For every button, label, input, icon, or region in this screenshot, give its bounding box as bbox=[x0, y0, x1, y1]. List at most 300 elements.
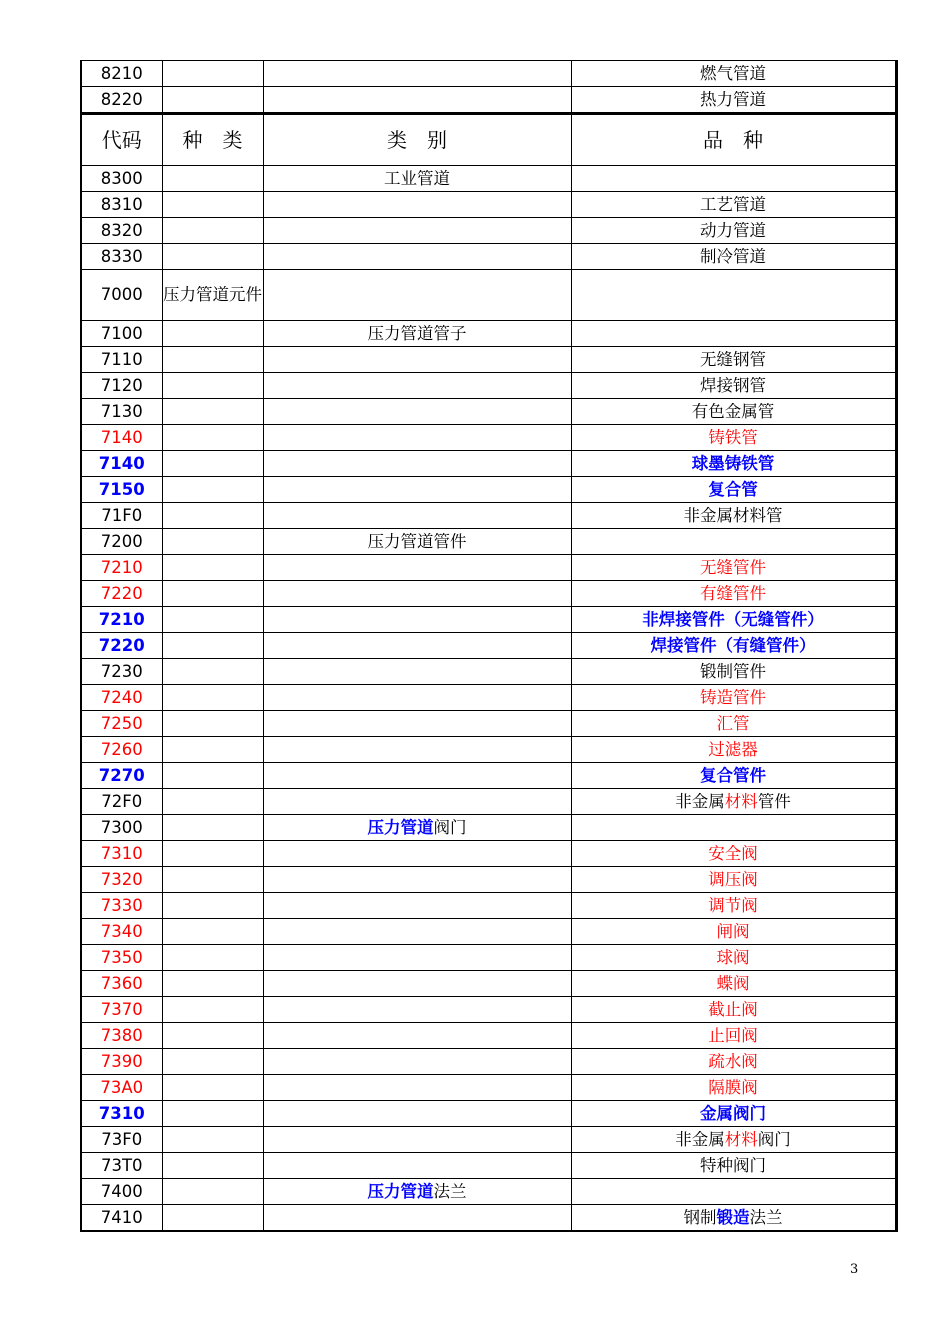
variety-text: 截止阀 bbox=[708, 999, 758, 1019]
code-text: 7390 bbox=[100, 1051, 143, 1071]
code-text: 7260 bbox=[100, 739, 143, 759]
code-text: 7250 bbox=[100, 713, 143, 733]
variety-text: 无缝钢管 bbox=[700, 349, 766, 369]
kind-cell bbox=[162, 503, 263, 529]
variety-text: 铸铁管 bbox=[708, 427, 758, 447]
code-text: 7400 bbox=[100, 1181, 143, 1201]
variety-text: 焊接管件（有缝管件） bbox=[650, 635, 816, 655]
kind-cell bbox=[162, 893, 263, 919]
variety-cell bbox=[571, 737, 896, 763]
kind-cell bbox=[162, 373, 263, 399]
table-row bbox=[81, 763, 896, 789]
code-cell bbox=[81, 919, 162, 945]
variety-text: 锻制管件 bbox=[700, 661, 766, 681]
code-text: 7200 bbox=[100, 531, 143, 551]
variety-text: 铸造管件 bbox=[700, 687, 766, 707]
variety-text: 有缝管件 bbox=[700, 583, 766, 603]
variety-cell bbox=[571, 1075, 896, 1101]
variety-text: 球墨铸铁管 bbox=[691, 453, 775, 473]
variety-text: 有色金属管 bbox=[691, 401, 775, 421]
header-code: 代码 bbox=[81, 114, 162, 166]
kind-cell bbox=[162, 425, 263, 451]
code-text: 7320 bbox=[100, 869, 143, 889]
kind-cell bbox=[162, 945, 263, 971]
code-cell bbox=[81, 711, 162, 737]
category-cell bbox=[263, 711, 571, 737]
code-text: 8310 bbox=[100, 194, 143, 214]
table-row bbox=[81, 737, 896, 763]
category-cell bbox=[263, 425, 571, 451]
category-cell bbox=[263, 399, 571, 425]
code-cell bbox=[81, 1075, 162, 1101]
variety-cell bbox=[571, 633, 896, 659]
kind-cell bbox=[162, 997, 263, 1023]
variety-cell bbox=[571, 244, 896, 270]
table-row bbox=[81, 555, 896, 581]
variety-cell bbox=[571, 893, 896, 919]
page-number: 3 bbox=[850, 1262, 859, 1277]
variety-text: 材料 bbox=[724, 791, 758, 811]
category-text: 工业管道 bbox=[384, 168, 450, 188]
table-row bbox=[81, 1101, 896, 1127]
table-row bbox=[81, 659, 896, 685]
table-row bbox=[81, 997, 896, 1023]
code-cell bbox=[81, 789, 162, 815]
category-cell bbox=[263, 1023, 571, 1049]
variety-cell bbox=[571, 919, 896, 945]
code-text: 7330 bbox=[100, 895, 143, 915]
category-cell bbox=[263, 192, 571, 218]
code-text: 7140 bbox=[100, 427, 143, 447]
category-cell bbox=[263, 763, 571, 789]
variety-text: 隔膜阀 bbox=[708, 1077, 758, 1097]
category-cell bbox=[263, 347, 571, 373]
code-text: 8320 bbox=[100, 220, 143, 240]
code-cell bbox=[81, 399, 162, 425]
code-cell bbox=[81, 1101, 162, 1127]
category-cell bbox=[263, 1153, 571, 1179]
variety-cell bbox=[571, 997, 896, 1023]
variety-cell bbox=[571, 555, 896, 581]
category-cell bbox=[263, 503, 571, 529]
code-table bbox=[80, 60, 898, 1232]
table-row bbox=[81, 607, 896, 633]
variety-text: 锻造 bbox=[716, 1207, 750, 1227]
table-row bbox=[81, 503, 896, 529]
code-text: 73A0 bbox=[100, 1077, 144, 1097]
variety-text: 材料 bbox=[724, 1129, 758, 1149]
code-cell bbox=[81, 815, 162, 841]
code-cell bbox=[81, 1023, 162, 1049]
variety-cell bbox=[571, 763, 896, 789]
variety-text: 止回阀 bbox=[708, 1025, 758, 1045]
variety-cell bbox=[571, 581, 896, 607]
variety-text: 非焊接管件（无缝管件） bbox=[642, 609, 824, 629]
table-row bbox=[81, 1205, 896, 1232]
variety-text: 动力管道 bbox=[700, 220, 766, 240]
kind-cell bbox=[162, 87, 263, 114]
table-row bbox=[81, 1049, 896, 1075]
category-cell bbox=[263, 997, 571, 1023]
category-cell bbox=[263, 244, 571, 270]
kind-cell bbox=[162, 166, 263, 192]
variety-text: 复合管件 bbox=[700, 765, 766, 785]
table-row bbox=[81, 711, 896, 737]
code-text: 7220 bbox=[100, 583, 143, 603]
table-row bbox=[81, 685, 896, 711]
kind-cell bbox=[162, 218, 263, 244]
code-text: 7350 bbox=[100, 947, 143, 967]
kind-cell bbox=[162, 711, 263, 737]
kind-cell bbox=[162, 477, 263, 503]
header-kind: 种 类 bbox=[162, 114, 263, 166]
variety-text: 蝶阀 bbox=[716, 973, 750, 993]
variety-cell bbox=[571, 815, 896, 841]
table-row bbox=[81, 425, 896, 451]
kind-cell bbox=[162, 1101, 263, 1127]
kind-cell bbox=[162, 1205, 263, 1232]
variety-cell bbox=[571, 347, 896, 373]
variety-cell bbox=[571, 166, 896, 192]
code-text: 7300 bbox=[100, 817, 143, 837]
code-cell bbox=[81, 685, 162, 711]
code-text: 7210 bbox=[98, 609, 145, 629]
code-cell bbox=[81, 763, 162, 789]
category-cell bbox=[263, 945, 571, 971]
code-text: 7220 bbox=[98, 635, 145, 655]
category-cell bbox=[263, 1127, 571, 1153]
variety-text: 疏水阀 bbox=[708, 1051, 758, 1071]
code-text: 7370 bbox=[100, 999, 143, 1019]
variety-text: 制冷管道 bbox=[700, 246, 766, 266]
category-cell bbox=[263, 321, 571, 347]
category-cell bbox=[263, 1049, 571, 1075]
variety-text: 金属阀门 bbox=[700, 1103, 766, 1123]
category-cell bbox=[263, 659, 571, 685]
category-cell bbox=[263, 373, 571, 399]
code-cell bbox=[81, 244, 162, 270]
table-row bbox=[81, 1127, 896, 1153]
code-text: 8210 bbox=[100, 63, 143, 83]
kind-cell bbox=[162, 581, 263, 607]
variety-text: 无缝管件 bbox=[700, 557, 766, 577]
category-cell bbox=[263, 1179, 571, 1205]
table-row bbox=[81, 1023, 896, 1049]
table-row bbox=[81, 945, 896, 971]
category-cell bbox=[263, 555, 571, 581]
kind-cell bbox=[162, 1153, 263, 1179]
code-cell bbox=[81, 945, 162, 971]
code-cell bbox=[81, 425, 162, 451]
variety-text: 调压阀 bbox=[708, 869, 758, 889]
table-row bbox=[81, 1075, 896, 1101]
variety-text: 安全阀 bbox=[708, 843, 758, 863]
code-text: 7340 bbox=[100, 921, 143, 941]
table-header-row bbox=[81, 114, 896, 166]
category-cell bbox=[263, 87, 571, 114]
category-cell bbox=[263, 166, 571, 192]
kind-cell bbox=[162, 529, 263, 555]
variety-cell bbox=[571, 1023, 896, 1049]
variety-text: 特种阀门 bbox=[700, 1155, 766, 1175]
code-cell bbox=[81, 997, 162, 1023]
kind-cell bbox=[162, 1023, 263, 1049]
code-cell bbox=[81, 451, 162, 477]
table-row bbox=[81, 321, 896, 347]
code-cell bbox=[81, 737, 162, 763]
kind-cell bbox=[162, 321, 263, 347]
category-text: 压力管道管件 bbox=[367, 531, 467, 551]
code-cell bbox=[81, 166, 162, 192]
table-row bbox=[81, 61, 896, 87]
table-row bbox=[81, 166, 896, 192]
code-text: 72F0 bbox=[101, 791, 143, 811]
variety-cell bbox=[571, 477, 896, 503]
variety-cell bbox=[571, 607, 896, 633]
code-cell bbox=[81, 867, 162, 893]
category-cell bbox=[263, 685, 571, 711]
code-cell bbox=[81, 1127, 162, 1153]
category-cell bbox=[263, 529, 571, 555]
code-cell bbox=[81, 270, 162, 321]
kind-cell bbox=[162, 347, 263, 373]
code-text: 73T0 bbox=[100, 1155, 143, 1175]
kind-cell bbox=[162, 789, 263, 815]
variety-cell bbox=[571, 659, 896, 685]
code-cell bbox=[81, 529, 162, 555]
variety-cell bbox=[571, 399, 896, 425]
variety-cell bbox=[571, 192, 896, 218]
variety-cell bbox=[571, 373, 896, 399]
table-row bbox=[81, 841, 896, 867]
code-cell bbox=[81, 893, 162, 919]
code-text: 7150 bbox=[98, 479, 145, 499]
kind-cell bbox=[162, 607, 263, 633]
code-text: 71F0 bbox=[101, 505, 143, 525]
variety-text: 燃气管道 bbox=[700, 63, 766, 83]
kind-cell bbox=[162, 971, 263, 997]
variety-cell bbox=[571, 1127, 896, 1153]
code-text: 7230 bbox=[100, 661, 143, 681]
variety-cell bbox=[571, 503, 896, 529]
kind-cell bbox=[162, 659, 263, 685]
category-cell bbox=[263, 971, 571, 997]
kind-cell bbox=[162, 841, 263, 867]
kind-cell bbox=[162, 763, 263, 789]
category-cell bbox=[263, 451, 571, 477]
table-row bbox=[81, 815, 896, 841]
code-text: 7360 bbox=[100, 973, 143, 993]
category-cell bbox=[263, 607, 571, 633]
kind-cell bbox=[162, 867, 263, 893]
table-row bbox=[81, 1153, 896, 1179]
code-cell bbox=[81, 373, 162, 399]
code-text: 8330 bbox=[100, 246, 143, 266]
code-text: 7000 bbox=[100, 285, 143, 304]
variety-cell bbox=[571, 1179, 896, 1205]
category-cell bbox=[263, 1205, 571, 1232]
variety-cell bbox=[571, 529, 896, 555]
table-row bbox=[81, 347, 896, 373]
variety-cell bbox=[571, 1101, 896, 1127]
category-cell bbox=[263, 815, 571, 841]
variety-text: 阀门 bbox=[757, 1129, 791, 1149]
code-text: 7270 bbox=[98, 765, 145, 785]
code-text: 7210 bbox=[100, 557, 143, 577]
kind-cell bbox=[162, 1179, 263, 1205]
code-cell bbox=[81, 1205, 162, 1232]
variety-text: 热力管道 bbox=[700, 89, 766, 109]
variety-cell bbox=[571, 218, 896, 244]
table-row bbox=[81, 1179, 896, 1205]
category-cell bbox=[263, 270, 571, 321]
category-cell bbox=[263, 581, 571, 607]
variety-text: 非金属 bbox=[675, 791, 725, 811]
variety-cell bbox=[571, 971, 896, 997]
code-cell bbox=[81, 503, 162, 529]
code-cell bbox=[81, 218, 162, 244]
variety-cell bbox=[571, 685, 896, 711]
variety-text: 调节阀 bbox=[708, 895, 758, 915]
code-cell bbox=[81, 192, 162, 218]
code-cell bbox=[81, 1049, 162, 1075]
table-row bbox=[81, 373, 896, 399]
variety-text: 非金属 bbox=[675, 1129, 725, 1149]
code-cell bbox=[81, 659, 162, 685]
code-text: 7100 bbox=[100, 323, 143, 343]
category-cell bbox=[263, 737, 571, 763]
table-row bbox=[81, 971, 896, 997]
category-text: 压力管道 bbox=[367, 1181, 434, 1201]
kind-cell bbox=[162, 737, 263, 763]
code-text: 8220 bbox=[100, 89, 143, 109]
code-text: 7240 bbox=[100, 687, 143, 707]
variety-cell bbox=[571, 321, 896, 347]
code-text: 7380 bbox=[100, 1025, 143, 1045]
variety-cell bbox=[571, 1153, 896, 1179]
kind-cell bbox=[162, 1075, 263, 1101]
table-row bbox=[81, 218, 896, 244]
kind-cell: 压力管道元件 bbox=[162, 270, 263, 321]
table-row bbox=[81, 893, 896, 919]
code-cell bbox=[81, 581, 162, 607]
table-row bbox=[81, 270, 896, 321]
variety-text: 球阀 bbox=[716, 947, 750, 967]
code-text: 7120 bbox=[100, 375, 143, 395]
code-text: 7130 bbox=[100, 401, 143, 421]
variety-cell bbox=[571, 945, 896, 971]
code-text: 7310 bbox=[100, 843, 143, 863]
code-cell bbox=[81, 1153, 162, 1179]
variety-text: 工艺管道 bbox=[700, 194, 766, 214]
category-cell bbox=[263, 919, 571, 945]
category-cell bbox=[263, 1075, 571, 1101]
table-row bbox=[81, 87, 896, 114]
code-text: 7310 bbox=[98, 1103, 145, 1123]
variety-text: 焊接钢管 bbox=[700, 375, 766, 395]
table-row bbox=[81, 244, 896, 270]
category-cell bbox=[263, 789, 571, 815]
code-cell bbox=[81, 347, 162, 373]
kind-cell bbox=[162, 685, 263, 711]
category-cell bbox=[263, 1101, 571, 1127]
variety-cell bbox=[571, 451, 896, 477]
code-cell bbox=[81, 555, 162, 581]
code-text: 7110 bbox=[100, 349, 143, 369]
kind-cell bbox=[162, 61, 263, 87]
variety-cell bbox=[571, 61, 896, 87]
kind-cell bbox=[162, 399, 263, 425]
code-text: 7410 bbox=[100, 1207, 143, 1227]
variety-cell bbox=[571, 789, 896, 815]
kind-cell bbox=[162, 1127, 263, 1153]
category-text: 压力管道管子 bbox=[367, 323, 467, 343]
category-text: 阀门 bbox=[433, 817, 467, 837]
kind-cell bbox=[162, 1049, 263, 1075]
kind-cell bbox=[162, 192, 263, 218]
code-cell bbox=[81, 841, 162, 867]
variety-text: 复合管 bbox=[708, 479, 758, 499]
kind-cell bbox=[162, 451, 263, 477]
variety-text: 闸阀 bbox=[716, 921, 750, 941]
code-cell bbox=[81, 1179, 162, 1205]
code-cell bbox=[81, 971, 162, 997]
code-text: 73F0 bbox=[101, 1129, 143, 1149]
variety-text: 过滤器 bbox=[708, 739, 758, 759]
category-cell bbox=[263, 218, 571, 244]
variety-cell bbox=[571, 711, 896, 737]
category-cell bbox=[263, 841, 571, 867]
variety-text: 非金属材料管 bbox=[683, 505, 783, 525]
category-cell bbox=[263, 61, 571, 87]
variety-cell bbox=[571, 1049, 896, 1075]
category-cell bbox=[263, 633, 571, 659]
table-row bbox=[81, 867, 896, 893]
variety-text: 汇管 bbox=[716, 713, 750, 733]
variety-cell bbox=[571, 867, 896, 893]
variety-cell bbox=[571, 87, 896, 114]
category-text: 压力管道 bbox=[367, 817, 434, 837]
code-cell bbox=[81, 87, 162, 114]
category-cell bbox=[263, 867, 571, 893]
kind-cell bbox=[162, 244, 263, 270]
variety-text: 法兰 bbox=[749, 1207, 783, 1227]
table-row bbox=[81, 581, 896, 607]
variety-cell bbox=[571, 1205, 896, 1232]
code-text: 7140 bbox=[98, 453, 145, 473]
table-body bbox=[81, 61, 896, 1232]
header-variety: 品 种 bbox=[571, 114, 896, 166]
header-category: 类 别 bbox=[263, 114, 571, 166]
variety-cell bbox=[571, 841, 896, 867]
kind-cell bbox=[162, 633, 263, 659]
table-row bbox=[81, 477, 896, 503]
code-cell bbox=[81, 321, 162, 347]
variety-text: 管件 bbox=[757, 791, 791, 811]
category-cell bbox=[263, 477, 571, 503]
variety-cell bbox=[571, 425, 896, 451]
table-row bbox=[81, 789, 896, 815]
table-row bbox=[81, 451, 896, 477]
code-text: 8300 bbox=[100, 168, 143, 188]
code-cell bbox=[81, 61, 162, 87]
table-row bbox=[81, 399, 896, 425]
kind-cell bbox=[162, 555, 263, 581]
variety-cell bbox=[571, 270, 896, 321]
variety-text: 钢制 bbox=[683, 1207, 717, 1227]
category-cell bbox=[263, 893, 571, 919]
kind-cell bbox=[162, 919, 263, 945]
